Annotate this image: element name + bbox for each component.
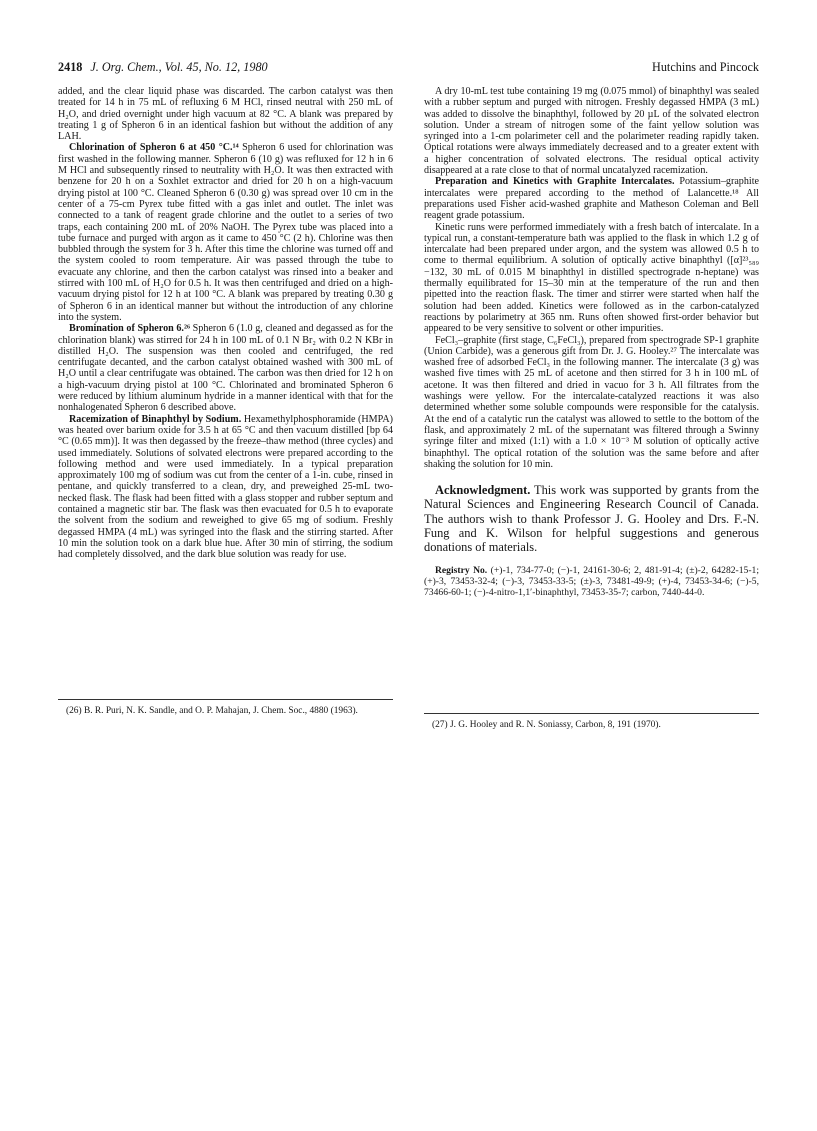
registry-text: (+)-1, 734-77-0; (−)-1, 24161-30-6; 2, 481-91-4; (±)-2, 64282-15-1; (+)-3, 73453-32-4; (−)-3, 73453-33-5; (±)-3, 73481-49-9; (+)-4, 73453-34-6; (−)-5, 73466-60-1; (−)-4-nitro-1,1′-binaphthyl, 73453-35-7; carbon, 7440-44-0. bbox=[424, 565, 760, 599]
footnote-rule bbox=[424, 713, 759, 714]
paragraph-text: Spheron 6 (1.0 g, cleaned and degassed as for the chlorination blank) was stirred for 24 h in 100 mL of 0.1 N Br₂ with 0.2 N KBr in distilled H₂O. The suspension was then cooled and centrifuged, the red centrifugate decanted, and the carbon catalyst obtained washed with 300 mL of H₂O until a clear centrifugate was obtained. The carbon was then dried for 12 h on a high-vacuum drying pistol at 100 °C. Chlorinated and brominated Spheron 6 were reduced by lithium aluminum hydride in a manner identical with that for the nonhalogenated Spheron 6 described above. bbox=[58, 323, 393, 414]
paragraph-graphite bbox=[424, 176, 759, 221]
paragraph-text: Spheron 6 used for chlorination was first washed in the following manner. Spheron 6 (10 g) was refluxed for 12 h in 6 M HCl and subsequently rinsed to neutrality with H₂O. It was then extracted with benzene for 20 h on a Soxhlet extractor and dried for 20 h on a high-vacuum drying pistol at 100 °C. Cleaned Spheron 6 (0.30 g) was spread over 10 cm in the center of a 75-cm Pyrex tube fitted with a gas inlet and outlet. The inlet was connected to a tank of reagent grade chlorine and the outlet to a series of two traps, each containing 200 mL of 20% NaOH. The Pyrex tube was placed into a tube furnace and purged with argon as it came to 450 °C (2 h). Chlorine was then bubbled through the system for 3 h. After this time the chlorine was turned off and the system cooled to room temperature. Air was passed through the tube to evacuate any chlorine, and then the carbon catalyst was rinsed into a beaker and stirred with 100 mL of H₂O for 0.5 h. It was then centrifuged and dried on a high-vacuum drying pistol for 12 h at 100 °C. A blank was prepared by treating 0.30 g of Spheron 6 in an identical manner but without the introduction of any chlorine into the system. bbox=[58, 142, 393, 323]
journal-citation: J. Org. Chem., Vol. 45, No. 12, 1980 bbox=[90, 60, 268, 74]
section-heading: Preparation and Kinetics with Graphite Intercalates. bbox=[435, 176, 675, 188]
paragraph-racemization bbox=[58, 414, 393, 561]
footnote-right bbox=[424, 713, 759, 731]
right-column bbox=[424, 86, 759, 598]
footnote-rule bbox=[58, 699, 393, 700]
paragraph-text: Hexamethylphosphoramide (HMPA) was heated over barium oxide for 3.5 h at 65 °C and then vacuum distilled [bp 64 °C (0.65 mm)]. It was then degassed by the freeze–thaw method (three cycles) and used immediately. Solutions of solvated electrons were prepared according to the following method and were used immediately. In a typical preparation approximately 100 mg of sodium was cut from the center of a 1-in. cube, rinsed in pentane, and quickly transferred to a clean, dry, and preweighed 25-mL two-necked flask. The flask had been fitted with a glass stopper and rubber septum and contained a magnetic stir bar. The flask was then evacuated for 0.5 h to evaporate the solvent from the sodium and reweighed to give 65 mg of sodium. Freshly degassed HMPA (4 mL) was syringed into the flask and the stirring started. After 10 min the solution took on a dark blue hue. After 30 min of stirring, the sodium had completely dissolved, and the dark blue solution was ready for use. bbox=[58, 413, 393, 561]
page-number: 2418 bbox=[58, 60, 83, 74]
ack-text: This work was supported by grants from the Natural Sciences and Engineering Research Council of Canada. The authors wish to thank Professor J. G. Hooley and Drs. F.-N. Fung and K. Wilson for helpful suggestions and generous donations of materials. bbox=[424, 483, 759, 554]
paragraph-chlorination bbox=[58, 142, 393, 323]
running-head-authors: Hutchins and Pincock bbox=[652, 60, 759, 74]
section-heading: Bromination of Spheron 6.²⁶ bbox=[69, 323, 191, 335]
section-heading: Chlorination of Spheron 6 at 450 °C.¹⁴ bbox=[69, 142, 239, 154]
section-heading: Racemization of Binaphthyl by Sodium. bbox=[69, 413, 242, 425]
page-header bbox=[58, 60, 759, 80]
paragraph: A dry 10-mL test tube containing 19 mg (0.075 mmol) of binaphthyl was sealed with a rubber septum and purged with nitrogen. Freshly degassed HMPA (3 mL) was added to dissolve the binaphthyl, followed by 20 µL of the solvated electron solution. Under a stream of nitrogen some of the faint yellow solution was syringed into a 1-cm polarimeter cell and the polarimeter reading rapidly taken. Optical rotations were always immediately decreased and to a greater extent with a higher concentration of solvated electrons. The residual optical activity disappeared at a rate close to that of normal uncatalyzed racemization. bbox=[424, 86, 759, 177]
paragraph: Kinetic runs were performed immediately with a fresh batch of intercalate. In a typical run, a constant-temperature bath was applied to the flask in which 1.2 g of intercalate had been prepared under argon, and the system was allowed 0.5 h to come to thermal equilibrium. A solution of optically active binaphthyl ([α]²³₅₈₉ −132, 30 mL of 0.015 M binaphthyl in distilled spectrograde n-heptane) was thermally equilibrated for 15–30 min at the temperature of the run and then pipetted into the reaction flask. The timer and stirrer were started when half the solution had been added. Kinetics were followed as in the carbon-catalyzed reactions by polarimetry at 365 nm. Runs often showed first-order behavior but appeared to be very sensitive to solvent or other impurities. bbox=[424, 221, 759, 335]
acknowledgment bbox=[424, 483, 759, 554]
paragraph-bromination bbox=[58, 323, 393, 413]
paragraph-text: Potassium–graphite intercalates were prepared according to the method of Lalancette.¹⁸ All preparations used Fisher acid-washed graphite and Matheson Coleman and Bell reagent grade potassium. bbox=[424, 176, 759, 222]
footnote-left bbox=[58, 699, 393, 717]
paragraph: FeCl₃–graphite (first stage, C₆FeCl₃), prepared from spectrograde SP-1 graphite (Union Carbide), was a generous gift from Dr. J. G. Hooley.²⁷ The intercalate was washed free of adsorbed FeCl₃ in the following manner. The intercalate (3 g) was washed five times with 25 mL of acetone and then stirred for 3 h in 100 mL of acetone. It was then filtered and dried in vacuo for 3 h. All filtrates from the washings were yellow. For the intercalate-catalyzed reactions it was also determined whether some soluble compounds were responsible for the catalysis. At the end of a catalytic run the catalyst was allowed to settle to the bottom of the flask, and approximately 2 mL of the supernatant was filtered through a Swinny syringe filter and mixed (1:1) with a 1.0 × 10⁻³ M solution of optically active binaphthyl. The optical rotation of the solution was the same before and after shaking the solution for 10 min. bbox=[424, 334, 759, 470]
registry-heading: Registry No. bbox=[435, 565, 488, 577]
footnote-27: (27) J. G. Hooley and R. N. Soniassy, Carbon, 8, 191 (1970). bbox=[432, 720, 661, 730]
left-column bbox=[58, 86, 393, 560]
ack-heading: Acknowledgment. bbox=[435, 483, 531, 498]
footnote-26: (26) B. R. Puri, N. K. Sandle, and O. P. Mahajan, J. Chem. Soc., 4880 (1963). bbox=[66, 706, 358, 716]
registry-numbers bbox=[424, 565, 759, 598]
paragraph: added, and the clear liquid phase was discarded. The carbon catalyst was then treated for 14 h in 75 mL of refluxing 6 M HCl, rinsed neutral with 250 mL of H₂O, and dried overnight under high vacuum at 82 °C. A blank was prepared by treating 1 g of Spheron 6 in an identical fashion but without the addition of any LAH. bbox=[58, 86, 393, 143]
